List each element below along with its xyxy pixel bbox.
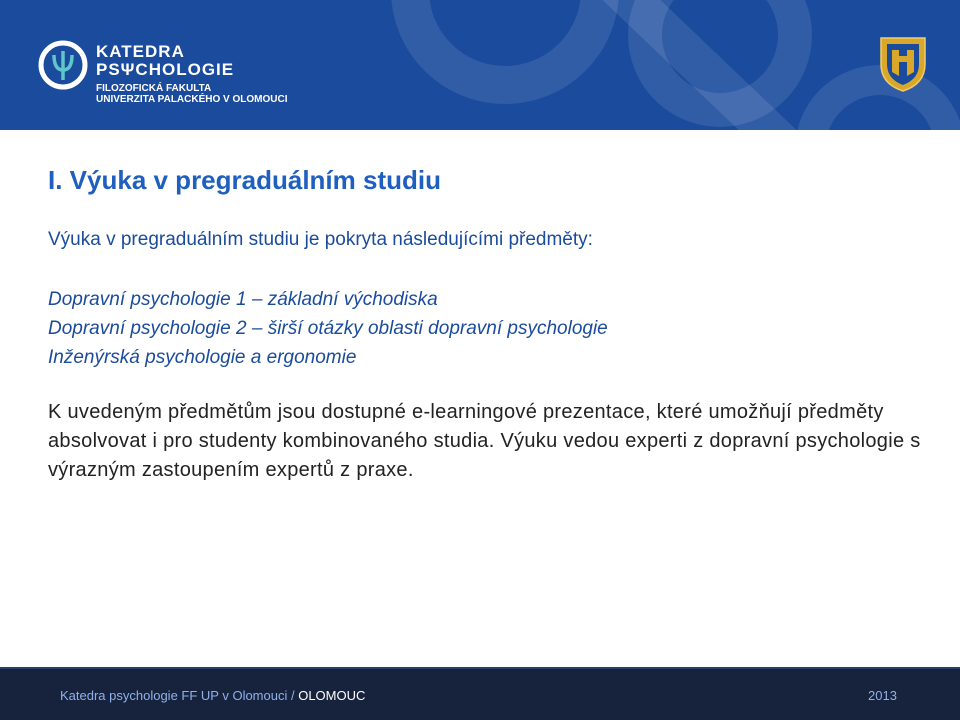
footer-city: OLOMOUC <box>298 688 366 703</box>
footer-department <box>60 688 365 703</box>
course-item: Inženýrská psychologie a ergonomie <box>48 347 357 368</box>
slide-header <box>0 0 960 130</box>
intro-text: Výuka v pregraduálním studiu je pokryta následujícími předměty: <box>48 229 593 250</box>
brand-line-katedra: KATEDRA <box>96 42 185 61</box>
slide-footer <box>0 667 960 720</box>
course-item: Dopravní psychologie 2 – širší otázky oblasti dopravní psychologie <box>48 318 608 339</box>
footer-divider <box>0 667 960 669</box>
brand-line-psychologie: PSΨCHOLOGIE <box>96 60 235 79</box>
brand-line-university: UNIVERZITA PALACKÉHO V OLOMOUCI <box>96 94 288 105</box>
psi-circle-logo-icon <box>37 39 89 91</box>
footer-year: 2013 <box>868 688 897 703</box>
elearning-paragraph: K uvedeným předmětům jsou dostupné e-learningové prezentace, které umožňují předměty absolvovat i pro studenty kombinovaného studia. Výuku vedou experti z dopravní psychologie s výrazným zastoupením expertů z praxe. <box>48 401 921 481</box>
brand-line-faculty: FILOZOFICKÁ FAKULTA <box>96 83 212 94</box>
course-list <box>48 285 608 372</box>
department-wordmark <box>96 43 287 105</box>
footer-department-text: Katedra psychologie FF UP v Olomouci / <box>60 688 299 703</box>
course-item: Dopravní psychologie 1 – základní východiska <box>48 289 438 310</box>
university-crest-icon <box>878 34 928 94</box>
slide-title: I. Výuka v pregraduálním studiu <box>48 165 441 195</box>
